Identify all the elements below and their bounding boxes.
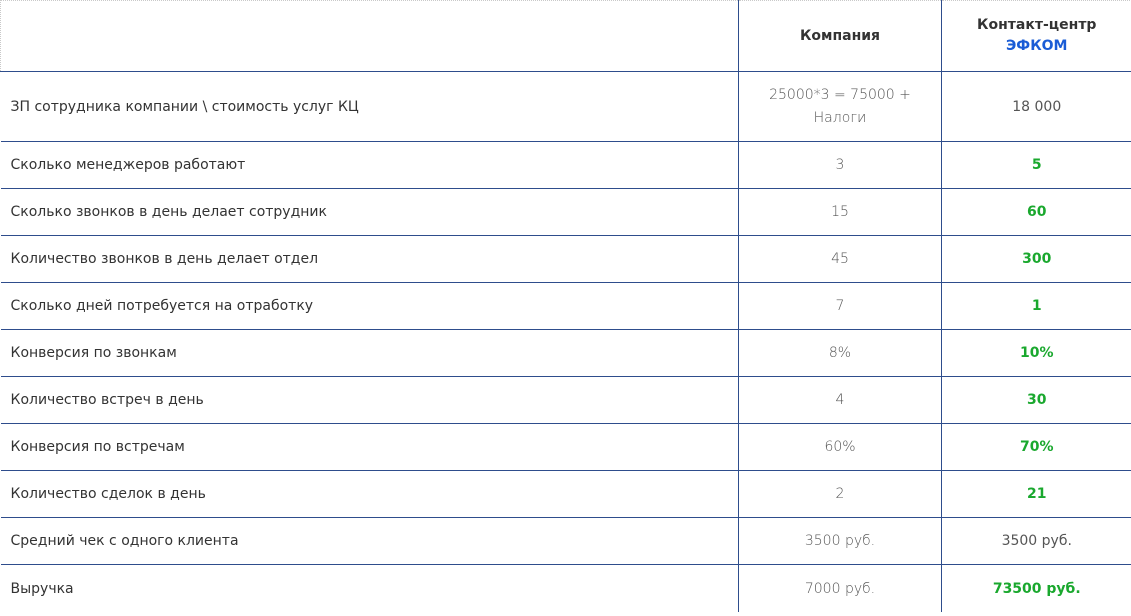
table-row (1, 142, 1131, 189)
row-center-value: 300 (942, 236, 1131, 283)
table-header-row (1, 1, 1131, 72)
header-center-label: Контакт-центр (977, 17, 1097, 33)
row-company-value: 3500 руб. (739, 518, 942, 565)
header-center-brand: ЭФКОМ (1006, 38, 1068, 54)
company-value-line1: 25000*3 = 75000 + (769, 86, 911, 103)
table-row (1, 236, 1131, 283)
row-company-value: 2 (739, 471, 942, 518)
header-contact-center (942, 1, 1131, 72)
row-label: Сколько звонков в день делает сотрудник (1, 189, 739, 236)
row-center-value: 60 (942, 189, 1131, 236)
row-company-value: 7 (739, 283, 942, 330)
table-row (1, 518, 1131, 565)
row-label: Конверсия по звонкам (1, 330, 739, 377)
company-value-line2: Налоги (813, 109, 867, 126)
row-company-value: 45 (739, 236, 942, 283)
row-label: Конверсия по встречам (1, 424, 739, 471)
header-company-label: Компания (799, 27, 881, 44)
row-center-value: 10% (942, 330, 1131, 377)
row-center-value: 30 (942, 377, 1131, 424)
row-company-value: 3 (739, 142, 942, 189)
row-label: Количество звонков в день делает отдел (1, 236, 739, 283)
row-label: Количество сделок в день (1, 471, 739, 518)
table-row (1, 283, 1131, 330)
table-row (1, 424, 1131, 471)
row-center-value: 18 000 (942, 72, 1131, 142)
table-row (1, 377, 1131, 424)
row-center-value: 3500 руб. (942, 518, 1131, 565)
row-center-value: 1 (942, 283, 1131, 330)
header-company (739, 1, 942, 72)
row-company-value: 8% (739, 330, 942, 377)
row-company-value: 7000 руб. (739, 565, 942, 613)
table-row (1, 330, 1131, 377)
row-center-value: 73500 руб. (942, 565, 1131, 613)
row-label: Выручка (10, 580, 74, 597)
table-row (1, 565, 1131, 613)
row-company-value (739, 72, 942, 142)
header-empty-cell (1, 1, 739, 72)
table-row (1, 72, 1131, 142)
row-company-value: 60% (739, 424, 942, 471)
table-row (1, 471, 1131, 518)
row-label: Количество встреч в день (1, 377, 739, 424)
row-center-value: 70% (942, 424, 1131, 471)
row-center-value: 5 (942, 142, 1131, 189)
row-center-value: 21 (942, 471, 1131, 518)
row-label: ЗП сотрудника компании \ стоимость услуг КЦ (1, 72, 739, 142)
table-row (1, 189, 1131, 236)
row-label: Сколько менеджеров работают (1, 142, 739, 189)
row-label: Средний чек с одного клиента (1, 518, 739, 565)
row-company-value: 4 (739, 377, 942, 424)
row-label: Сколько дней потребуется на отработку (1, 283, 739, 330)
row-company-value: 15 (739, 189, 942, 236)
